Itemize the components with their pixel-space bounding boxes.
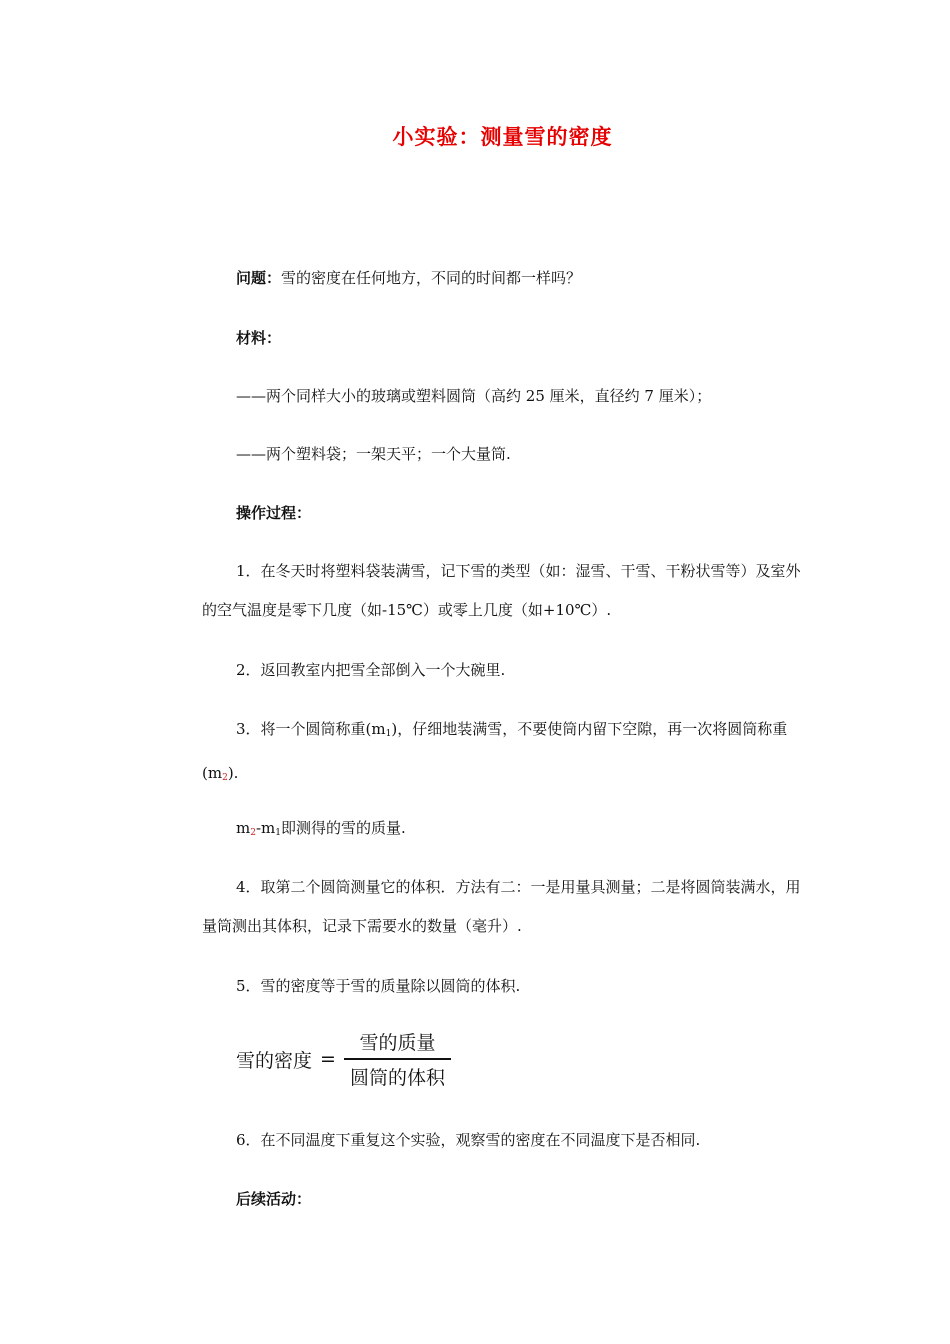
procedure-step-1: 1．在冬天时将塑料袋装满雪，记下雪的类型（如：湿雪、干雪、干粉状雪等）及室外的空气温度是零下几度（如-15℃）或零上几度（如+10℃）. <box>202 562 801 619</box>
question-label: 问题： <box>236 269 282 287</box>
mass-minus: -m <box>255 819 276 837</box>
materials-item-1: ——两个同样大小的玻璃或塑料圆筒（高约 25 厘米，直径约 7 厘米）； <box>236 387 712 405</box>
question-paragraph <box>236 268 581 288</box>
procedure-step-4: 4．取第二个圆筒测量它的体积．方法有二：一是用量具测量；二是将圆筒装满水，用量筒测出其体积，记录下需要水的数量（毫升）. <box>202 878 801 935</box>
m1-subscript: 1 <box>385 729 392 739</box>
step-3-text-a: 3．将一个圆筒称重(m <box>236 720 386 738</box>
formula-fraction <box>344 1028 451 1090</box>
materials-item-2: ——两个塑料袋；一架天平；一个大量筒. <box>236 445 511 463</box>
mass-text: 即测得的雪的质量. <box>281 819 406 837</box>
density-formula <box>236 1028 451 1090</box>
m2-subscript: 2 <box>222 773 228 783</box>
procedure-step-5: 5．雪的密度等于雪的质量除以圆筒的体积. <box>236 977 521 995</box>
followup-heading: 后续活动： <box>236 1190 312 1208</box>
mass-sub-2: 2 <box>250 828 256 838</box>
step-3-text-b: )，仔细地装满雪，不要使筒内留下空隙，再一次将圆筒称重(m <box>202 720 788 782</box>
step-3-text-c: ). <box>227 764 239 782</box>
mass-sub-1: 1 <box>275 828 281 838</box>
materials-heading: 材料： <box>236 329 282 347</box>
mass-m: m <box>236 819 251 837</box>
procedure-step-6: 6．在不同温度下重复这个实验，观察雪的密度在不同温度下是否相同. <box>236 1131 701 1149</box>
formula-numerator: 雪的质量 <box>359 1032 436 1054</box>
procedure-step-3 <box>202 710 802 798</box>
formula-denominator: 圆筒的体积 <box>344 1058 451 1090</box>
procedure-step-2: 2．返回教室内把雪全部倒入一个大碗里. <box>236 661 506 679</box>
procedure-heading: 操作过程： <box>236 504 312 522</box>
question-text: 雪的密度在任何地方，不同的时间都一样吗？ <box>281 269 582 287</box>
formula-equals: = <box>320 1048 336 1070</box>
page-title: 小实验：测量雪的密度 <box>392 125 613 149</box>
mass-formula-line <box>236 818 406 843</box>
formula-lhs: 雪的密度 <box>236 1049 313 1072</box>
